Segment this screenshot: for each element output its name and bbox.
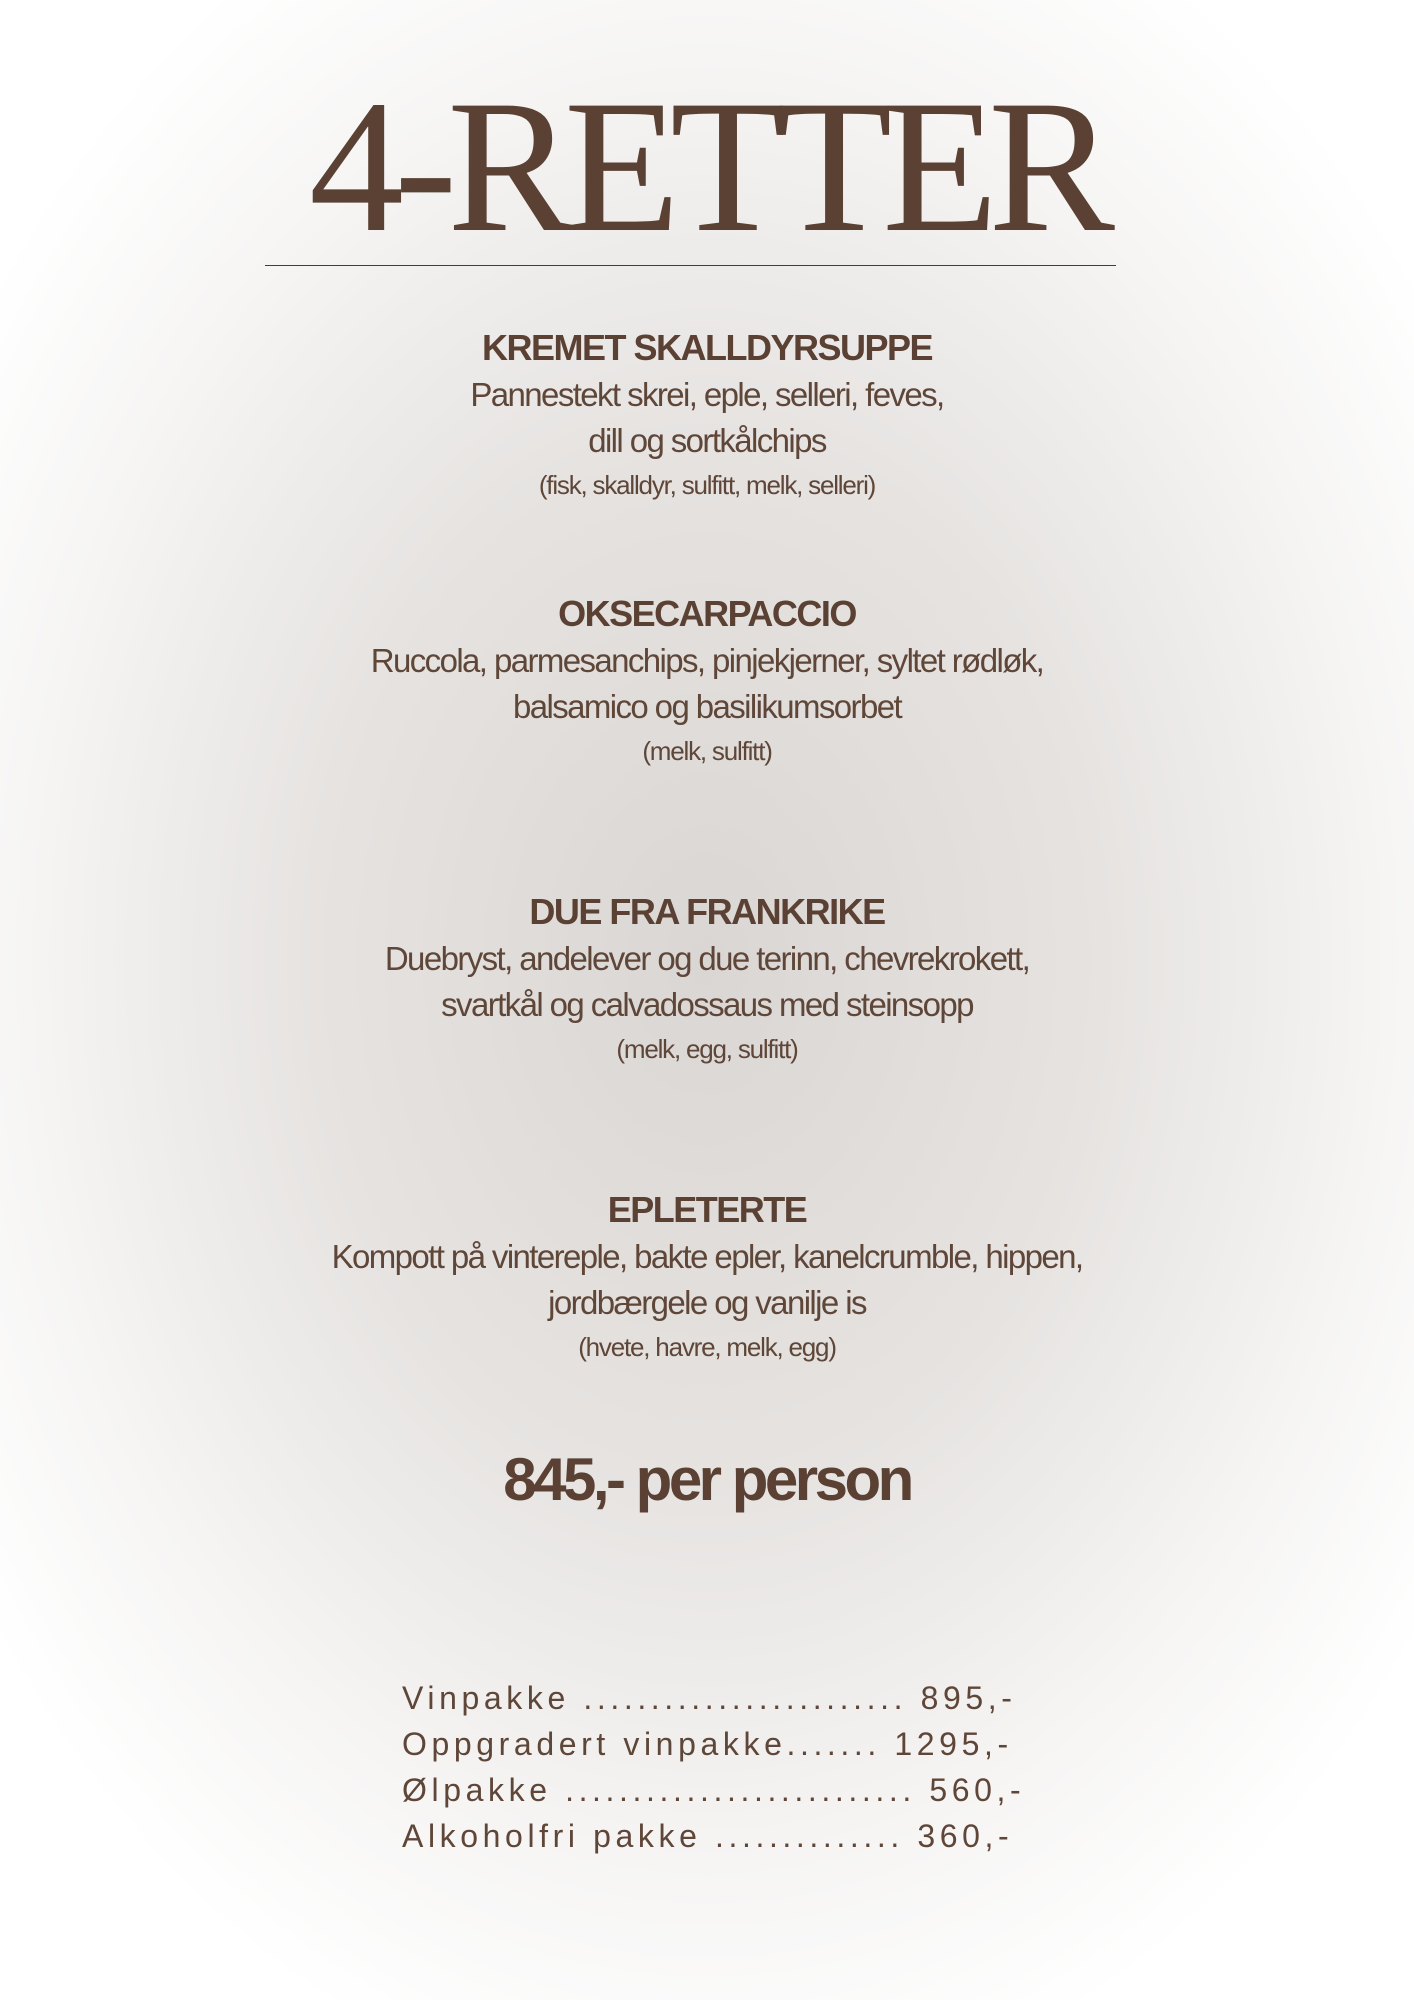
drink-packages-list — [402, 1675, 1042, 1859]
package-upgraded-wine: Oppgradert vinpakke....... 1295,- — [402, 1726, 1013, 1762]
title-divider — [265, 265, 1116, 266]
course-description-line-2: balsamico og basilikumsorbet — [512, 688, 902, 725]
course-allergens: (hvete, havre, melk, egg) — [578, 1332, 836, 1362]
course-allergens: (melk, egg, sulfitt) — [616, 1034, 798, 1064]
course-name: DUE FRA FRANKRIKE — [529, 891, 885, 932]
menu-title: 4-RETTER — [309, 62, 1105, 272]
course-description-line-2: svartkål og calvadossaus med steinsopp — [441, 986, 973, 1023]
package-non-alcoholic: Alkoholfri pakke .............. 360,- — [402, 1818, 1014, 1854]
course-description-line-2: dill og sortkålchips — [588, 422, 826, 459]
course-description-line-1: Kompott på vintereple, bakte epler, kanelcrumble, hippen, — [331, 1238, 1083, 1275]
course-description-line-1: Duebryst, andelever og due terinn, chevrekrokett, — [384, 940, 1030, 977]
course-description-line-1: Ruccola, parmesanchips, pinjekjerner, syltet rødløk, — [370, 642, 1044, 679]
course-description-line-1: Pannestekt skrei, eple, selleri, feves, — [470, 376, 944, 413]
package-wine: Vinpakke ........................ 895,- — [402, 1680, 1017, 1716]
course-2 — [0, 590, 1414, 772]
course-1 — [0, 324, 1414, 506]
course-allergens: (melk, sulfitt) — [642, 736, 772, 766]
course-description-line-2: jordbærgele og vanilje is — [548, 1284, 866, 1321]
course-3 — [0, 888, 1414, 1070]
package-beer: Ølpakke .......................... 560,- — [402, 1772, 1026, 1808]
course-name: KREMET SKALLDYRSUPPE — [481, 327, 933, 368]
course-4 — [0, 1186, 1414, 1368]
course-name: OKSECARPACCIO — [558, 593, 856, 634]
menu-price: 845,- per person — [503, 1446, 911, 1513]
course-allergens: (fisk, skalldyr, sulfitt, melk, selleri) — [538, 470, 876, 500]
course-name: EPLETERTE — [607, 1189, 807, 1230]
